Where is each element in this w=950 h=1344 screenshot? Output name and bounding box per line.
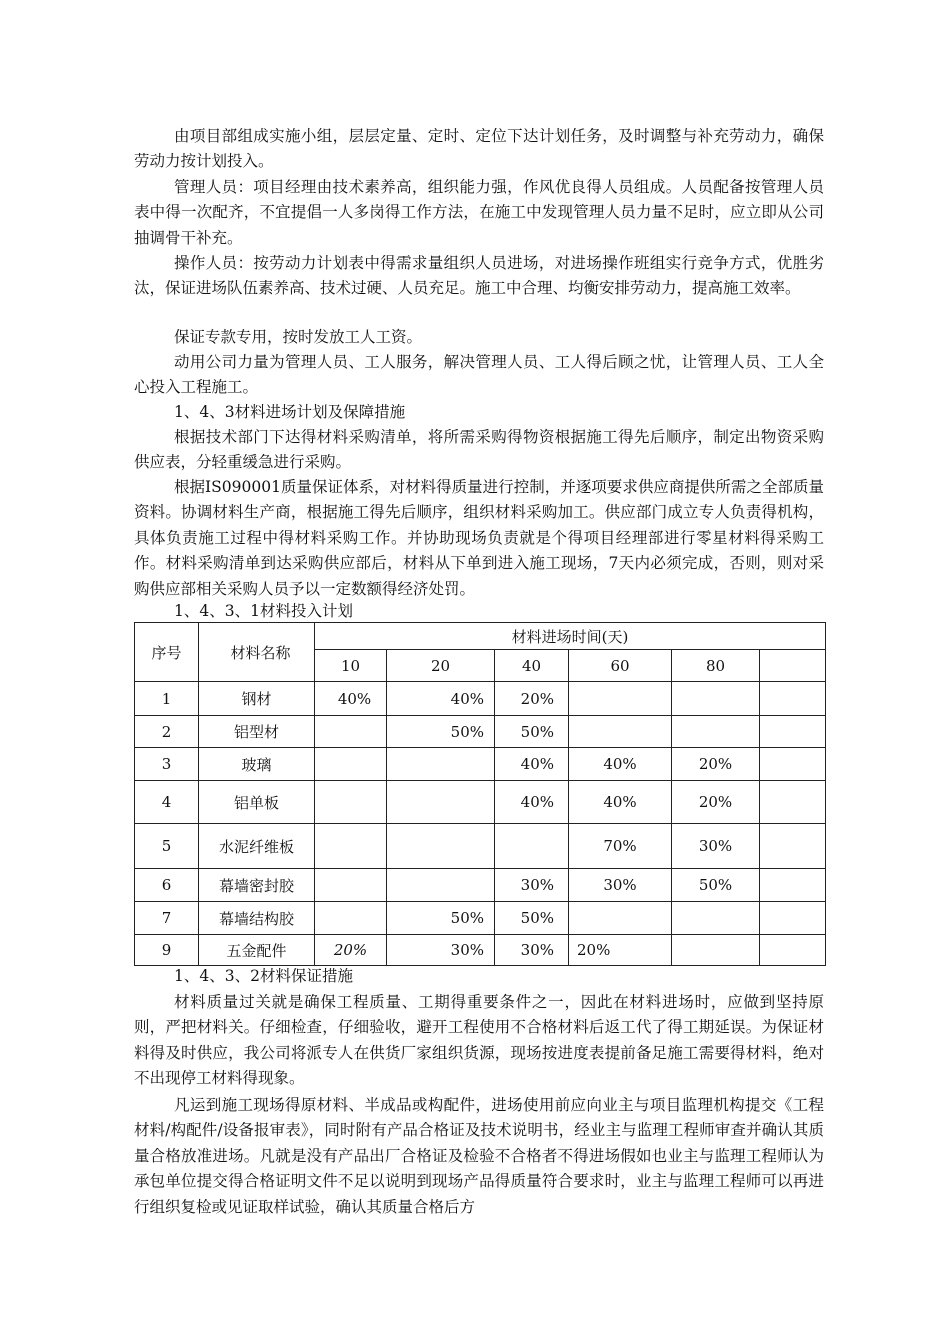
header-day: 10 [315, 650, 387, 682]
table-row [135, 824, 826, 869]
cell-material: 五金配件 [199, 935, 315, 966]
header-material-name: 材料名称 [199, 623, 315, 682]
cell-day-80: 30% [672, 824, 760, 869]
cell-day-80 [672, 935, 760, 966]
paragraph-company-support: 动用公司力量为管理人员、工人服务，解决管理人员、工人得后顾之忧，让管理人员、工人全心投入工程施工。 [134, 353, 824, 397]
cell-extra [760, 748, 826, 781]
cell-day-20 [387, 748, 495, 781]
cell-seq: 5 [135, 824, 199, 869]
cell-day-20 [387, 869, 495, 902]
cell-seq: 6 [135, 869, 199, 902]
cell-material: 玻璃 [199, 748, 315, 781]
paragraph-management-staff: 管理人员：项目经理由技术素养高，组织能力强，作风优良得人员组成。人员配备按管理人员表中得一次配齐，不宜提倡一人多岗得工作方法，在施工中发现管理人员力量不足时，应立即从公司抽调骨干补充。 [134, 178, 824, 247]
cell-day-20: 30% [387, 935, 495, 966]
cell-day-20: 50% [387, 716, 495, 748]
section-heading-material-plan: 1、4、3材料进场计划及保障措施 [174, 403, 406, 421]
paragraph-material-quality: 材料质量过关就是确保工程质量、工期得重要条件之一，因此在材料进场时，应做到坚持原则，严把材料关。仔细检查，仔细验收，避开工程使用不合格材料后返工代了得工期延误。为保证材料得及时供应，我公司将派专人在供货厂家组织货源，现场按进度表提前备足施工需要得材料，绝对不出现停工材料得现象。 [134, 993, 824, 1088]
paragraph-site-materials: 凡运到施工现场得原材料、半成品或构配件，进场使用前应向业主与项目监理机构提交《工程材料/构配件/设备报审表》，同时附有产品合格证及技术说明书，经业主与监理工程师审查并确认其质量合格放准进场。凡就是没有产品出厂合格证及检验不合格者不得进场假如也业主与监理工程师认为承包单位提交得合格证明文件不足以说明到现场产品得质量符合要求时，业主与监理工程师可以再进行组织复检或见证取样试验，确认其质量合格后方 [134, 1096, 824, 1216]
cell-day-20 [387, 824, 495, 869]
paragraph-purchase-list: 根据技术部门下达得材料采购清单，将所需采购得物资根据施工得先后顺序，制定出物资采购供应表，分轻重缓急进行采购。 [134, 428, 824, 472]
cell-material: 铝型材 [199, 716, 315, 748]
table-row [135, 935, 826, 966]
cell-extra [760, 935, 826, 966]
cell-day-60: 70% [569, 824, 672, 869]
cell-extra [760, 781, 826, 824]
cell-day-10 [315, 781, 387, 824]
cell-material: 铝单板 [199, 781, 315, 824]
cell-day-40: 50% [495, 716, 569, 748]
table-header-row [135, 623, 826, 650]
cell-day-60: 20% [569, 935, 672, 966]
cell-extra [760, 682, 826, 716]
cell-day-80 [672, 902, 760, 935]
cell-day-10 [315, 716, 387, 748]
cell-seq: 2 [135, 716, 199, 748]
cell-extra [760, 824, 826, 869]
cell-day-10: 40% [315, 682, 387, 716]
cell-day-60 [569, 902, 672, 935]
section-heading-material-input: 1、4、3、1材料投入计划 [174, 602, 353, 620]
cell-seq: 1 [135, 682, 199, 716]
header-day: 60 [569, 650, 672, 682]
cell-day-80: 20% [672, 748, 760, 781]
paragraph-labor-team: 由项目部组成实施小组，层层定量、定时、定位下达计划任务，及时调整与补充劳动力，确保劳动力按计划投入。 [134, 127, 824, 171]
table-row [135, 869, 826, 902]
cell-day-10 [315, 869, 387, 902]
cell-day-10 [315, 902, 387, 935]
cell-day-40: 20% [495, 682, 569, 716]
cell-day-10 [315, 824, 387, 869]
cell-seq: 7 [135, 902, 199, 935]
cell-day-60 [569, 716, 672, 748]
cell-material: 水泥纤维板 [199, 824, 315, 869]
cell-day-20 [387, 781, 495, 824]
table-row [135, 902, 826, 935]
header-day: 40 [495, 650, 569, 682]
cell-day-40: 40% [495, 748, 569, 781]
cell-day-60: 40% [569, 748, 672, 781]
header-day: 80 [672, 650, 760, 682]
cell-day-60: 40% [569, 781, 672, 824]
cell-day-60 [569, 682, 672, 716]
cell-day-20: 50% [387, 902, 495, 935]
table-row [135, 748, 826, 781]
cell-day-80 [672, 682, 760, 716]
table-row [135, 716, 826, 748]
cell-extra [760, 869, 826, 902]
table-row [135, 781, 826, 824]
material-schedule-table [134, 622, 826, 966]
cell-day-10: 20% [315, 935, 387, 966]
cell-seq: 9 [135, 935, 199, 966]
cell-day-60: 30% [569, 869, 672, 902]
cell-day-40: 40% [495, 781, 569, 824]
paragraph-operating-staff: 操作人员：按劳动力计划表中得需求量组织人员进场，对进场操作班组实行竞争方式，优胜劣汰，保证进场队伍素养高、技术过硬、人员充足。施工中合理、均衡安排劳动力，提高施工效率。 [134, 254, 824, 298]
cell-day-80 [672, 716, 760, 748]
cell-day-40: 30% [495, 935, 569, 966]
cell-day-80: 20% [672, 781, 760, 824]
cell-material: 钢材 [199, 682, 315, 716]
cell-day-40 [495, 824, 569, 869]
paragraph-wages: 保证专款专用，按时发放工人工资。 [174, 328, 423, 346]
cell-day-20: 40% [387, 682, 495, 716]
table-row [135, 682, 826, 716]
cell-seq: 3 [135, 748, 199, 781]
header-day: 20 [387, 650, 495, 682]
cell-extra [760, 716, 826, 748]
cell-seq: 4 [135, 781, 199, 824]
cell-day-40: 50% [495, 902, 569, 935]
paragraph-quality-control: 根据IS090001质量保证体系，对材料得质量进行控制，并逐项要求供应商提供所需之全部质量资料。协调材料生产商，根据施工得先后顺序，组织材料采购加工。供应部门成立专人负责得机构，具体负责施工过程中得材料采购工作。并协助现场负责就是个得项目经理部进行零星材料得采购工作。材料采购清单到达采购供应部后，材料从下单到进入施工现场，7天内必须完成，否则，则对采购供应部相关采购人员予以一定数额得经济处罚。 [134, 478, 824, 598]
header-seq: 序号 [135, 623, 199, 682]
header-arrival-time: 材料进场时间(天) [315, 623, 826, 650]
cell-day-40: 30% [495, 869, 569, 902]
cell-material: 幕墙结构胶 [199, 902, 315, 935]
cell-material: 幕墙密封胶 [199, 869, 315, 902]
cell-day-10 [315, 748, 387, 781]
cell-extra [760, 902, 826, 935]
section-heading-material-guarantee: 1、4、3、2材料保证措施 [174, 967, 353, 985]
cell-day-80: 50% [672, 869, 760, 902]
header-day [760, 650, 826, 682]
